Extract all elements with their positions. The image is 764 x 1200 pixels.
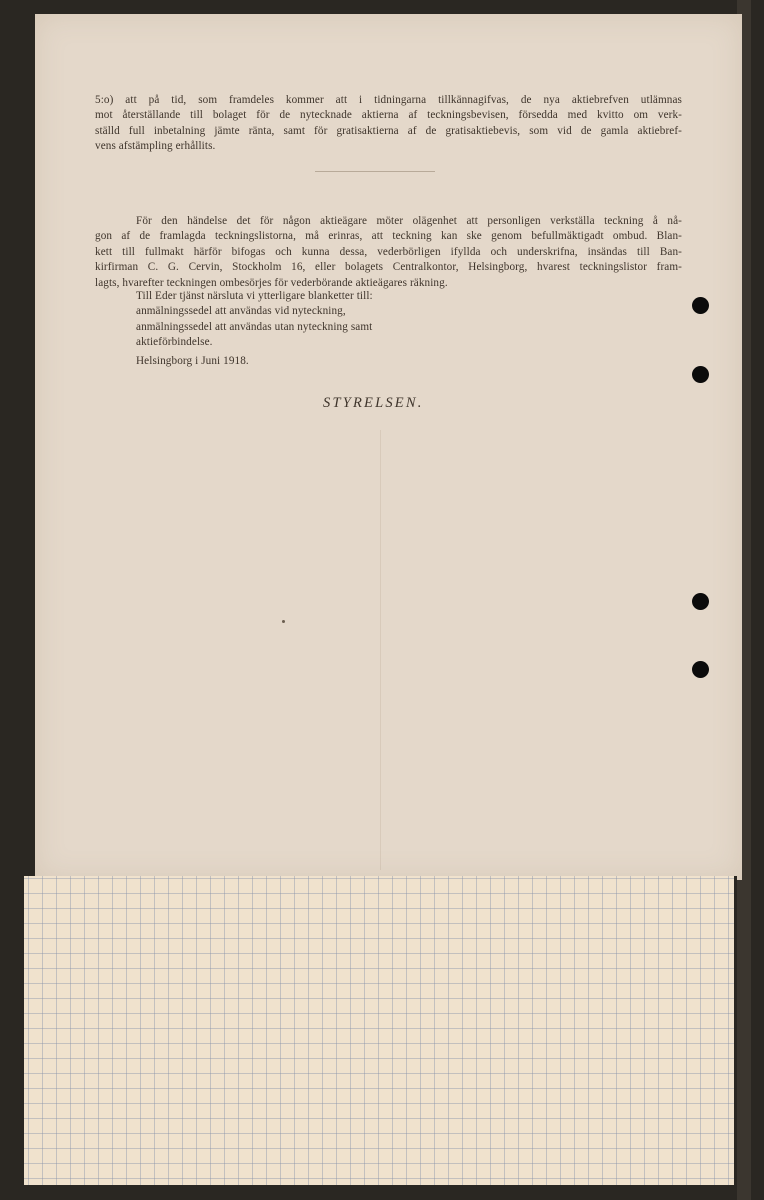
paragraph-line: 5:o) att på tid, som framdeles kommer att i tidningarna tillkännagifvas, de nya aktiebrefven utlämnas	[95, 94, 682, 106]
punch-hole	[692, 593, 709, 610]
enclosures-list	[136, 289, 556, 351]
paragraph-line: kirfirman C. G. Cervin, Stockholm 16, eller bolagets Centralkontor, Helsingborg, hvarest teckningslistor fram-	[95, 261, 682, 274]
paragraph-delivery-terms	[95, 93, 682, 155]
paper-fold-crease	[380, 430, 381, 870]
enclosure-item: anmälningssedel att användas vid nyteckning,	[136, 305, 346, 318]
enclosure-item: aktieförbindelse.	[136, 336, 213, 349]
paragraph-line: gon af de framlagda teckningslistorna, må erinras, att teckning kan ske genom befullmäktigadt ombud. Blan-	[95, 230, 682, 243]
enclosure-item: anmälningssedel att användas utan nyteckning samt	[136, 320, 373, 333]
paragraph-line: mot återställande till bolaget för de nytecknade aktierna af teckningsbevisen, försedda med kvitto om verk-	[95, 109, 682, 122]
graph-paper-edge	[734, 876, 737, 1185]
punch-hole	[692, 661, 709, 678]
paragraph-line: För den händelse det för någon aktieägare möter olägenhet att personligen verkställa teckning å nå-	[136, 215, 682, 227]
punch-hole	[692, 297, 709, 314]
paragraph-line: lagts, hvarefter teckningen ombesörjes för vederbörande aktieägares räkning.	[95, 276, 448, 289]
signature-board: STYRELSEN.	[323, 395, 424, 411]
punch-hole	[692, 366, 709, 383]
paragraph-line: kett till fullmakt härför bifogas och kunna dessa, vederbörligen ifyllda och underskrifna, insändas till Ban-	[95, 245, 682, 258]
paragraph-line: ställd full inbetalning jämte ränta, samt för gratisaktierna af de gratisaktiebevis, som vid de gamla aktiebref-	[95, 124, 682, 137]
enclosures-intro: Till Eder tjänst närsluta vi ytterligare blanketter till:	[136, 290, 373, 302]
date-line: Helsingborg i Juni 1918.	[136, 355, 249, 367]
graph-paper-sheet	[24, 876, 734, 1185]
section-divider	[315, 171, 435, 172]
paragraph-line: vens afstämpling erhållits.	[95, 140, 216, 153]
paragraph-proxy-subscription	[95, 214, 682, 291]
paper-speck	[282, 620, 285, 623]
